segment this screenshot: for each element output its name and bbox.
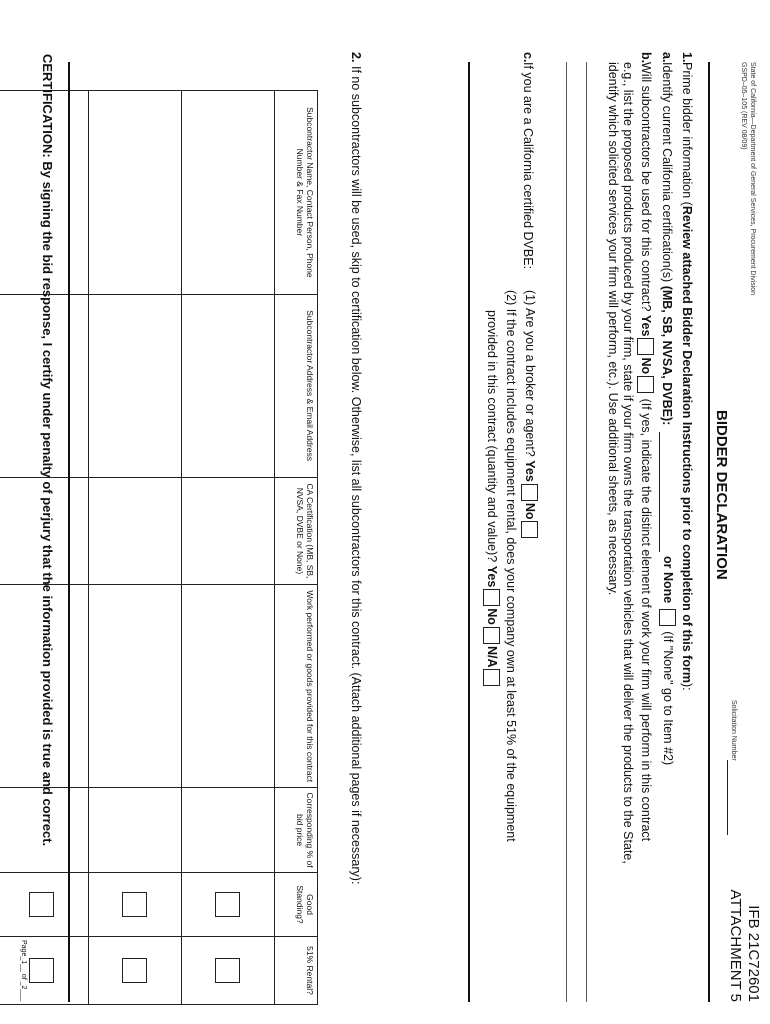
form-id: GSPD–05–105 (REV 08/09) [740,62,747,150]
item-1c-part2b: provided in this contract (quantity and value)? YesNoN/A [483,310,500,688]
item-1c-part1: (1) Are you a broker or agent? YesNo [521,290,538,540]
broker-no-checkbox[interactable] [521,521,538,538]
good-standing-checkbox[interactable] [123,892,148,917]
certification-line[interactable] [659,432,660,552]
work-cell[interactable] [182,585,275,788]
col-header-percent: Corresponding % of bid price [275,788,318,873]
none-checkbox[interactable] [659,609,676,626]
work-line-1[interactable] [586,62,587,1002]
solicitation-number-line[interactable] [727,760,728,835]
item-1b-letter: b. [639,52,653,64]
page-title: BIDDER DECLARATION [713,410,730,580]
item-1c-question: If you are a California certified DVBE: [521,62,535,270]
work-line-2[interactable] [566,62,567,1002]
rental-cell [182,937,275,1005]
item-2-text: If no subcontractors will be used, skip to certification below. Otherwise, list all subcontractors for this contract. (Attach additional pages if necessary): [349,66,363,885]
name-cell[interactable] [182,91,275,295]
item-1c-letter: c. [521,52,535,63]
agency-line: State of California—Department of General Services, Procurement Division [749,62,756,296]
rental-cell [89,937,182,1005]
subcontractors-no-checkbox[interactable] [637,376,654,393]
col-header-name: Subcontractor Name, Contact Person, Phone Number & Fax Number [275,91,318,295]
or-none-row: or None (If "None" go to Item #2) [659,556,676,765]
certification-statement: CERTIFICATION: By signing the bid response, I certify under penalty of perjury that the information provided is true and correct. [40,54,55,847]
item-2-number: 2. [349,52,363,63]
table-row [182,91,275,1005]
rental-yes-checkbox[interactable] [483,589,500,606]
bottom-divider [68,62,70,1002]
good-standing-cell [182,873,275,937]
good-standing-checkbox[interactable] [30,892,55,917]
page-number: Page_1__ of _2___ [20,940,27,1002]
table-header-row [275,91,318,1005]
rental-checkbox[interactable] [123,958,148,983]
col-header-work: Work performed or goods provided for this contract [275,585,318,788]
address-cell[interactable] [89,294,182,477]
certification-cell[interactable] [89,477,182,585]
address-cell[interactable] [182,294,275,477]
rental-cell [0,937,89,1005]
item-1b-question: Will subcontractors be used for this contract? YesNo (If yes, indicate the distinct element of work your firm will perform in this contract [637,62,654,841]
col-header-certification: CA Certification (MB, SB, NVSA, DVBE or None) [275,477,318,585]
solicitation-label: Solicitation Number [730,700,737,761]
percent-cell[interactable] [182,788,275,873]
ifb-number: IFB 21C72601 [745,905,762,1002]
name-cell[interactable] [89,91,182,295]
certification-cell[interactable] [182,477,275,585]
item-1-text: Prime bidder information (Review attached Bidder Declaration Instructions prior to completion of this form): [680,62,694,691]
item-1b-line2: e.g., list the proposed products produced by your firm, state if your firm owns the transportation vehicles that will deliver the products to the State, [621,62,635,864]
mid-divider [468,62,470,1002]
col-header-address: Subcontractor Address & Email Address [275,294,318,477]
item-1c-part2: (2) If the contract includes equipment rental, does your company own at least 51% of the equipment [504,290,518,842]
percent-cell[interactable] [89,788,182,873]
item-1-number: 1. [680,52,694,63]
rental-no-checkbox[interactable] [483,627,500,644]
good-standing-cell [0,873,89,937]
item-1a-text: Identify current California certification(s) (MB, SB, NVSA, DVBE): [660,62,674,426]
col-header-good-standing: Good Standing? [275,873,318,937]
rental-checkbox[interactable] [216,958,241,983]
good-standing-cell [89,873,182,937]
work-cell[interactable] [89,585,182,788]
col-header-rental: 51% Rental? [275,937,318,1005]
rental-na-checkbox[interactable] [483,669,500,686]
table-row [89,91,182,1005]
rental-checkbox[interactable] [30,958,55,983]
top-divider [708,62,710,1002]
item-1a-letter: a. [660,52,674,63]
attachment-label: ATTACHMENT 5 [727,889,744,1002]
good-standing-checkbox[interactable] [216,892,241,917]
subcontractors-yes-checkbox[interactable] [637,338,654,355]
item-1b-line3: identify which solicited services your firm will perform, etc.). Use additional sheets, as necessary. [606,62,620,596]
broker-yes-checkbox[interactable] [521,484,538,501]
